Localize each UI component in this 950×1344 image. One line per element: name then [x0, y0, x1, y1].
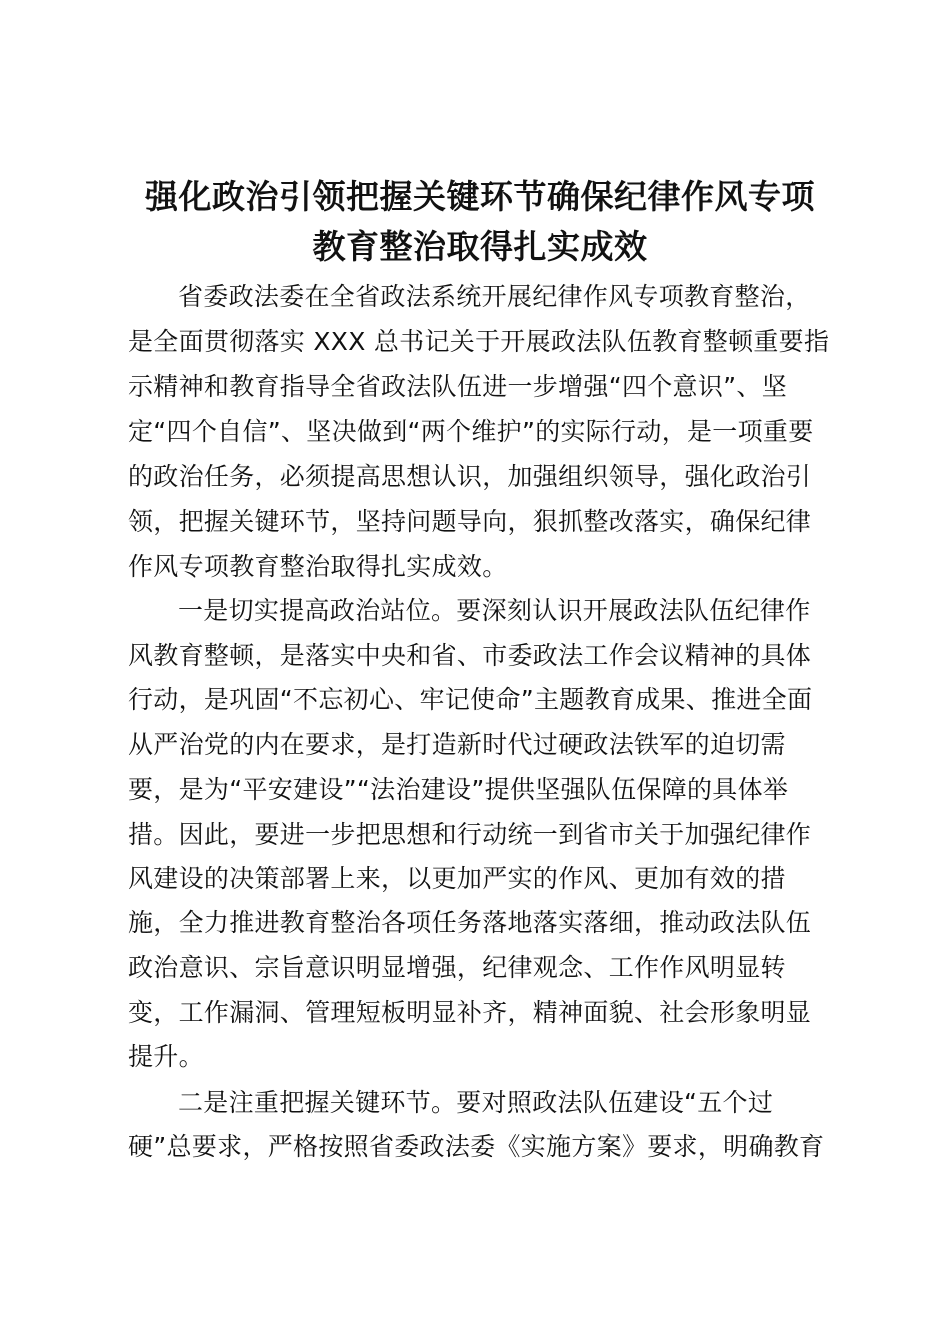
paragraph-line: 硬”总要求，严格按照省委政法委《实施方案》要求，明确教育 [128, 1132, 825, 1161]
paragraph-line: 政治意识、宗旨意识明显增强，纪律观念、工作作风明显转 [128, 953, 786, 982]
paragraph-line: 提升。 [128, 1042, 204, 1071]
paragraph-line: 一是切实提高政治站位。要深刻认识开展政法队伍纪律作 [178, 596, 811, 625]
paragraph-line: 作风专项教育整治取得扎实成效。 [128, 552, 508, 581]
paragraph-line: 要，是为“平安建设”“法治建设”提供坚强队伍保障的具体举 [128, 775, 789, 804]
paragraph-line: 行动，是巩固“不忘初心、牢记使命”主题教育成果、推进全面 [128, 685, 813, 714]
paragraph-line: 的政治任务，必须提高思想认识，加强组织领导，强化政治引 [128, 462, 812, 491]
paragraph-line: 省委政法委在全省政法系统开展纪律作风专项教育整治， [178, 282, 811, 311]
document-title-line-2: 教育整治取得扎实成效 [312, 227, 648, 266]
paragraph-line: 二是注重把握关键环节。要对照政法队伍建设“五个过 [178, 1088, 774, 1117]
paragraph-line: 措。因此，要进一步把思想和行动统一到省市关于加强纪律作 [128, 820, 812, 849]
paragraph-line: 领，把握关键环节，坚持问题导向，狠抓整改落实，确保纪律 [128, 507, 812, 536]
paragraph-line: 示精神和教育指导全省政法队伍进一步增强“四个意识”、坚 [128, 372, 788, 401]
paragraph-line: 风教育整顿，是落实中央和省、市委政法工作会议精神的具体 [128, 641, 812, 670]
paragraph-line: 施，全力推进教育整治各项任务落地落实落细，推动政法队伍 [128, 908, 812, 937]
paragraph-line: 变，工作漏洞、管理短板明显补齐，精神面貌、社会形象明显 [128, 998, 812, 1027]
document-title-line-1: 强化政治引领把握关键环节确保纪律作风专项 [145, 177, 815, 216]
paragraph-line: 风建设的决策部署上来，以更加严实的作风、更加有效的措 [128, 864, 786, 893]
paragraph-line: 是全面贯彻落实 XXX 总书记关于开展政法队伍教育整顿重要指 [128, 327, 830, 356]
paragraph-line: 定“四个自信”、坚决做到“两个维护”的实际行动，是一项重要 [128, 417, 814, 446]
paragraph-line: 从严治党的内在要求，是打造新时代过硬政法铁军的迫切需 [128, 730, 786, 759]
